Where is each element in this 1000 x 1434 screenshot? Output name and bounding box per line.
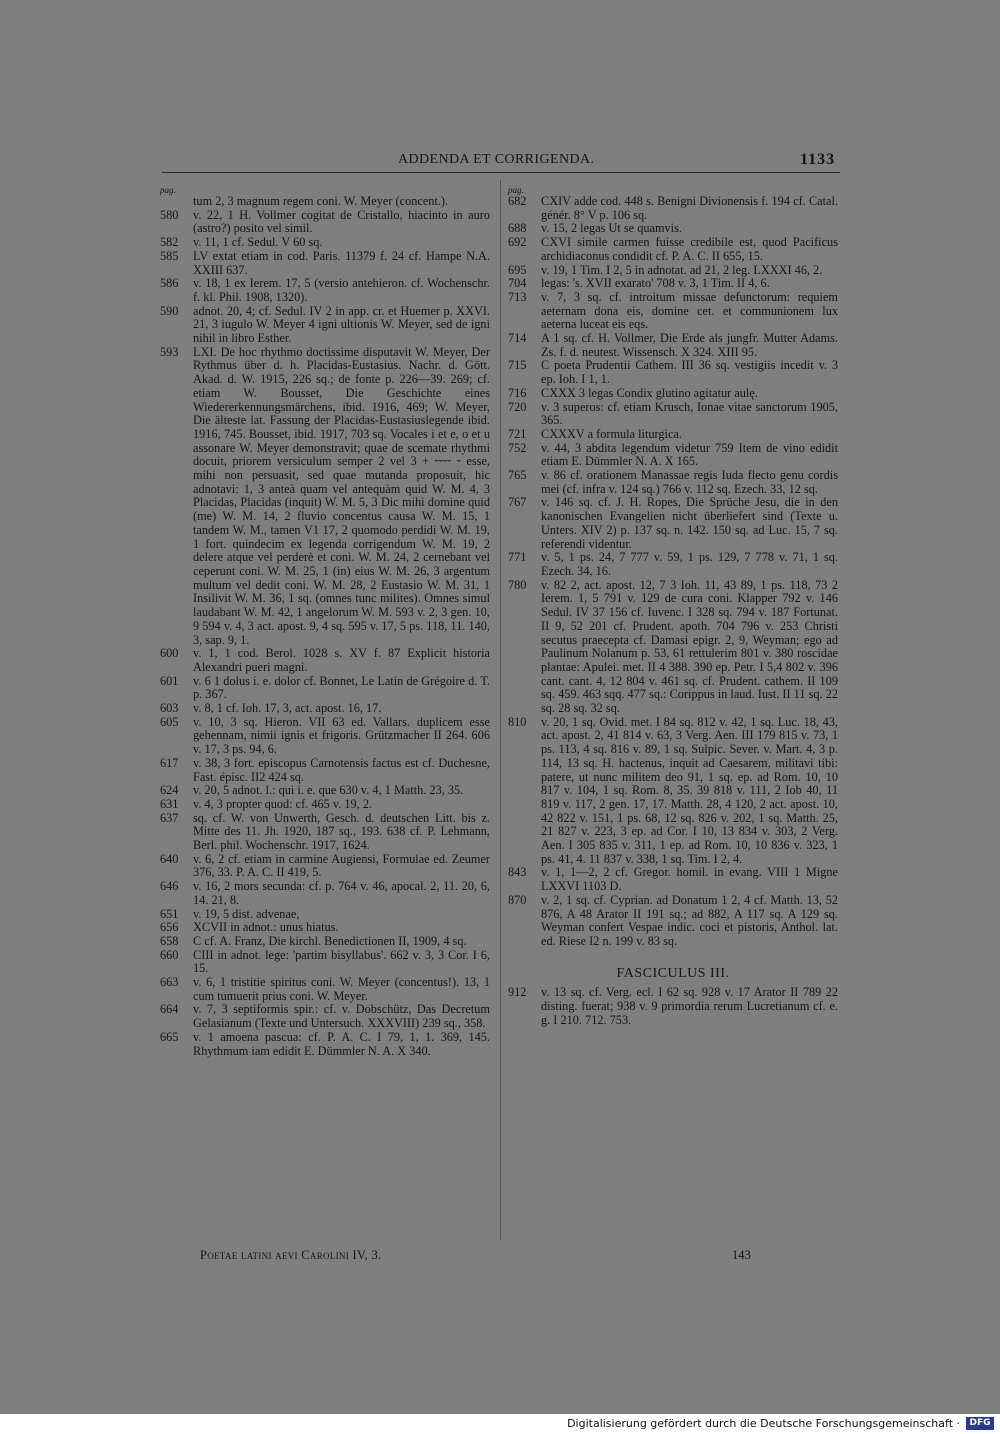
entry-row — [508, 428, 838, 442]
entry-row — [508, 222, 838, 236]
entry-text: v. 6, 2 cf. etiam in carmine Augiensi, Formulae ed. Zeumer 376, 33. P. A. C. II 419, 5. — [193, 851, 490, 880]
entry-row — [508, 401, 838, 428]
entry-text: v. 20, 1 sq. Ovid. met. I 84 sq. 812 v. 42, 1 sq. Luc. 18, 43, act. apost. 2, 41 814 v. 63, 3 Verg. Aen. III 179 815 v. 73, 1 ps. 113, 4 sq. 816 v. 89, 1 sq. Sulpic. Sever. v. Mart. 4, 3 p. 114, 13 sq. H. hactenus, inquit ad Caesarem, militavi tibi: patere, ut nunc militem deo 91, 1 sq. ep. ad Rom. 10, 10 817 v. 104, 1 sq. Rom. 8, 35. 39 818 v. 111, 2 Iob 40, 11 819 v. 117, 2 gen. 17, 17. Matth. 28, 4 120, 2 act. apost. 10, 42 822 v. 151, 1 ps. 68, 12 sq. 826 v. 202, 1 sq. Matth. 25, 21 827 v. 223, 3 ep. ad Cor. I 10, 13 834 v. 303, 2 Verg. Aen. I 305 835 v. 311, 1 ep. ad Rom. 10, 10 836 v. 323, 1 ps. 41, 4. 11 837 v. 338, 1 sq. Tim. I 2, 4. — [541, 714, 838, 866]
entry-text: sq. cf. W. von Unwerth, Gesch. d. deutschen Litt. bis z. Mitte des 11. Jh. 1920, 187 sq., 193. 638 cf. P. Lehmann, Berl. phil. Wochenschr. 1917, 1624. — [193, 810, 490, 853]
entry-text: v. 5, 1 ps. 24, 7 777 v. 59, 1 ps. 129, 7 778 v. 71, 1 sq. Ezech. 34, 16. — [541, 550, 838, 578]
entry-row — [160, 716, 490, 757]
entry-row — [508, 264, 838, 278]
entry-page-ref: 721 — [508, 426, 527, 441]
entry-row — [508, 496, 838, 551]
entry-text: LV extat etiam in cod. Paris. 11379 f. 24 cf. Hampe N.A. XXIII 637. — [193, 248, 490, 277]
entry-text: v. 22, 1 H. Vollmer cogitat de Cristallo, hiacinto in auro (astro?) posito vel simil. — [193, 207, 490, 236]
entry-row — [160, 250, 490, 277]
header-rule — [162, 172, 840, 173]
entry-page-ref: 682 — [508, 194, 527, 208]
entry-text: v. 2, 1 sq. cf. Cyprian. ad Donatum 1 2, 4 cf. Matth. 13, 52 876, A 48 Arator II 191 sq.; ad 882, A 117 sq. A 129 sq. Weyman confert Vespae indic. coci et pistoris, Anthol. lat. ed. Riese I2 n. 199 v. 83 sq. — [541, 892, 838, 948]
entry-page-ref: 720 — [508, 399, 527, 414]
entry-row — [160, 647, 490, 674]
entry-page-ref: 601 — [160, 673, 179, 688]
entry-page-ref: 714 — [508, 331, 527, 346]
entry-text: v. 1, 1 cod. Berol. 1028 s. XV f. 87 Explicit historia Alexandri pueri magni. — [193, 646, 490, 674]
entry-page-ref: 651 — [160, 906, 179, 921]
entry-row — [508, 359, 838, 386]
entry-row — [508, 195, 838, 222]
entry-page-ref: 631 — [160, 796, 179, 811]
entry-page-ref: 656 — [160, 920, 179, 935]
entry-page-ref: 586 — [160, 276, 179, 291]
entry-page-ref: 600 — [160, 646, 179, 661]
entry-text: v. 146 sq. cf. J. H. Ropes, Die Sprüche Jesu, die in den kanonischen Evangelien nicht überliefert sind (Texte u. Unters. XIV 2) p. 137 sq. n. 142. 150 sq. ad Luc. 15, 7 sq. referendi videntur. — [541, 495, 838, 551]
entry-page-ref: 603 — [160, 701, 179, 716]
right-entries — [508, 195, 838, 949]
entry-page-ref: 704 — [508, 276, 527, 291]
entry-text: v. 7, 3 sq. cf. introitum missae defunctorum: requiem aeternam dona eis, domine cet. et communionem lux aeterna luceat eis eqs. — [541, 289, 838, 332]
entry-text: v. 44, 3 abdita legendum videtur 759 Item de vino edidit etiam E. Dümmler N. A. X 165. — [541, 440, 838, 469]
entry-page-ref: 780 — [508, 577, 527, 592]
section-title: FASCICULUS III. — [616, 965, 730, 981]
entry-page-ref: 688 — [508, 221, 527, 236]
entry-page-ref: 617 — [160, 755, 179, 770]
entry-page-ref: 767 — [508, 495, 527, 510]
left-column — [160, 184, 490, 1058]
entry-page-ref: 912 — [508, 985, 527, 1000]
left-entries — [160, 195, 490, 1058]
entry-page-ref — [160, 195, 193, 209]
entry-row — [160, 195, 490, 209]
section-entries — [508, 986, 838, 1027]
entry-row — [508, 442, 838, 469]
entry-text: v. 1, 1—2, 2 cf. Gregor. homil. in evang. VIII 1 Migne LXXVI 1103 D. — [541, 865, 838, 894]
entry-page-ref: 665 — [160, 1029, 179, 1044]
entry-row — [508, 716, 838, 867]
entry-text: v. 86 cf. orationem Manassae regis Iuda flecto genu cordis mei (cf. infra v. 124 sq.) 766 v. 112 sq. Ezech. 33, 12 sq. — [541, 468, 838, 496]
dfg-credit-text: Digitalisierung gefördert durch die Deutsche Forschungsgemeinschaft · — [567, 1417, 960, 1430]
entry-page-ref: 646 — [160, 879, 179, 894]
entry-row — [508, 579, 838, 716]
entry-page-ref: 713 — [508, 289, 527, 304]
entry-row — [160, 921, 490, 935]
entry-page-ref: 624 — [160, 783, 179, 798]
entry-row — [508, 894, 838, 949]
entry-row — [160, 1031, 490, 1058]
right-column — [508, 184, 838, 1027]
column-divider — [500, 180, 501, 1240]
entry-page-ref: 664 — [160, 1002, 179, 1017]
entry-page-ref: 695 — [508, 262, 527, 277]
entry-text: C poeta Prudentii Cathem. III 36 sq. vestigiis incedit v. 3 ep. Ioh. I 1, 1. — [541, 358, 838, 387]
entry-row — [160, 236, 490, 250]
entry-row — [160, 1003, 490, 1030]
entry-text: tum 2, 3 magnum regem coni. W. Meyer (concent.). — [193, 194, 449, 208]
entry-row — [160, 908, 490, 922]
entry-page-ref: 593 — [160, 344, 179, 359]
entry-page-ref: 582 — [160, 235, 179, 250]
entry-text: v. 82 2, act. apost. 12, 7 3 Ioh. 11, 43 89, 1 ps. 118, 73 2 Ierem. 1, 5 791 v. 129 de cura coni. Klapper 792 v. 146 Sedul. IV 37 156 cf. Iuvenc. I 328 sq. 794 v. 187 Fortunat. II 9, 52 201 cf. Prudent. apoth. 704 796 v. 253 Christi secutus praecepta cf. Damasi epigr. 2, 9, Weyman; ego ad Paulinum Nolanum p. 53, 61 rettulerim 801 v. 380 roscidae plantae: Apulei. met. II 4 388. 390 ep. Petr. I 5,4 802 v. 396 cant. cant. 4, 12 804 v. 461 sq. cf. Prudent. cathem. II 109 sq. 459. 463 sqq. 477 sq.: Corippus in laud. Iust. II 11 sq. 22 sq. 28 sq. 32 sq. — [541, 577, 838, 716]
entry-row — [160, 757, 490, 784]
entry-text: v. 13 sq. cf. Verg. ecl. I 62 sq. 928 v. 17 Arator II 789 22 disting. fuerat; 938 v. 9 primordia rerum Lucretianum cf. e. g. I 210. 712. 753. — [541, 985, 838, 1027]
entry-row — [160, 702, 490, 716]
page-number: 1133 — [800, 151, 836, 168]
entry-text: v. 10, 3 sq. Hieron. VII 63 ed. Vallars. duplicem esse gehennam, nimii ignis et frigoris. Grützmacher II 264. 606 v. 17, 3 ps. 94, 6. — [193, 714, 490, 757]
entry-page-ref: 658 — [160, 933, 179, 948]
entry-row — [160, 935, 490, 949]
entry-page-ref: 716 — [508, 385, 527, 400]
entry-text: CIII in adnot. lege: 'partim bisyllabus'. 662 v. 3, 3 Cor. I 6, 15. — [193, 947, 490, 976]
entry-text: v. 7, 3 septiformis spir.: cf. v. Dobschütz, Das Decretum Gelasianum (Texte und Untersuch. XXXVIII) 239 sq., 358. — [193, 1002, 490, 1031]
entry-text: CXVI simile carmen fuisse credibile est, quod Pacificus archidiaconus condidit cf. P. A. C. II 655, 15. — [541, 235, 838, 263]
entry-page-ref: 843 — [508, 865, 527, 880]
entry-text: v. 18, 1 ex Ierem. 17, 5 (versio antehieron. cf. Wochenschr. f. kl. Phil. 1908, 1320). — [193, 276, 490, 304]
entry-row — [508, 277, 838, 291]
entry-row — [508, 469, 838, 496]
entry-page-ref: 810 — [508, 714, 527, 729]
entry-text: v. 11, 1 cf. Sedul. V 60 sq. — [193, 235, 323, 250]
entry-text: v. 38, 3 fort. episcopus Carnotensis factus est cf. Duchesne, Fast. épisc. II2 424 sq. — [193, 755, 490, 784]
entry-text: LXI. De hoc rhythmo doctissime disputavit W. Meyer, Der Rythmus über d. h. Placidas-Eustasius. Nachr. d. Gött. Akad. d. W. 1915, 226 sq.; de fonte p. 226—39. 269; cf. etiam W. Bousset, Die Geschichte eines Wiedererkennungsmärchens, ibid. 1916, 469; W. Meyer, Die älteste lat. Fassung der Placidas-Eustasiuslegende ibid. 1916, 745. Bousset, ibid. 1917, 703 sq. Vocales i et e, o et u assonare W. Meyer demonstravit; quae de scemate rhythmi docuit, priorem versiculum semper 2 vel 3 + ⏑⏑⏑⏑ ⏑ esse, mihi non persuasit, sed quae mutanda proposuit, hic adnotavi: 1, 3 anteà quam vel antequàm quid W. M. 4, 3 Placidas, Placidas (inquit) W. M. 5, 3 Dic mihi domine quid (me) W. M. 14, 2 fluvio concentus causa W. M. 15, 1 tandem W. M., tamen V1 17, 2 quomodo perdidi W. M. 19, 1 fort. quindecim ex legenda corrigendum W. M. 19, 2 delere atque vel perderè et coni. W. M. 24, 2 cernebant vel ceperunt coni. W. M. 25, 1 (in) eius W. M. 26, 3 argentum multum vel dedit coni. W. M. 28, 2 Eustasio W. M. 31, 1 Insilivit W. M. 36, 1 sq. (omnes tunc milites). Omnes simul laudabant W. M. 42, 1 angelorum W. M. 593 v. 2, 3 gen. 10, 9 594 v. 4, 3 act. apost. 9, 4 sq. 595 v. 17, 5 ps. 118, 11. 140, 3, sap. 9, 1. — [193, 344, 490, 647]
entry-row — [160, 209, 490, 236]
entry-row — [160, 675, 490, 702]
entry-page-ref: 640 — [160, 851, 179, 866]
entry-row — [160, 812, 490, 853]
entry-row — [160, 277, 490, 304]
entry-page-ref: 692 — [508, 235, 527, 250]
entry-row — [508, 332, 838, 359]
entry-row — [160, 798, 490, 812]
entry-page-ref: 580 — [160, 207, 179, 222]
entry-row — [508, 387, 838, 401]
entry-text: v. 1 amoena pascua: cf. P. A. C. I 79, 1, 1. 369, 145. Rhythmum iam edidit E. Dümmler N. A. X 340. — [193, 1029, 490, 1058]
entry-text: adnot. 20, 4; cf. Sedul. IV 2 in app. cr. et Huemer p. XXVI. 21, 3 iugulo W. Meyer 4 igni ultionis W. Meyer, sed de igni nihil in libro Esther. — [193, 303, 490, 346]
entry-row — [508, 866, 838, 893]
entry-text: C cf. A. Franz, Die kirchl. Benedictionen II, 1909, 4 sq. — [193, 933, 467, 948]
entry-page-ref: 590 — [160, 303, 179, 318]
entry-row — [508, 236, 838, 263]
entry-row — [160, 346, 490, 647]
entry-text: v. 6 1 dolus i. e. dolor cf. Bonnet, Le Latin de Grégoire d. T. p. 367. — [193, 673, 490, 702]
pag-label: pag. — [508, 185, 524, 195]
running-title: ADDENDA ET CORRIGENDA. — [398, 152, 595, 167]
entry-text: CXIV adde cod. 448 s. Benigni Divionensis f. 194 cf. Catal. génér. 8° V p. 106 sq. — [541, 194, 838, 222]
entry-page-ref: 870 — [508, 892, 527, 907]
footer-series-title: Poetae latini aevi Carolini IV, 3. — [200, 1248, 382, 1262]
entry-text: A 1 sq. cf. H. Vollmer, Die Erde als jungfr. Mutter Adams. Zs. f. d. neutest. Wissensch. X 324. XIII 95. — [541, 331, 838, 359]
entry-page-ref: 605 — [160, 714, 179, 729]
entry-text: v. 19, 5 dist. advenae, — [193, 906, 300, 921]
entry-text: v. 16, 2 mors secunda: cf. p. 764 v. 46, apocal. 2, 11. 20, 6, 14. 21, 8. — [193, 879, 490, 907]
entry-page-ref: 637 — [160, 810, 179, 825]
entry-row — [160, 853, 490, 880]
footer-signature: 143 — [732, 1248, 751, 1262]
entry-row — [160, 949, 490, 976]
entry-text: v. 8, 1 cf. Ioh. 17, 3, act. apost. 16, 17. — [193, 701, 382, 716]
dfg-logo-icon: DFG — [966, 1417, 994, 1430]
entry-text: v. 20, 5 adnot. l.: qui i. e. que 630 v. 4, 1 Matth. 23, 35. — [193, 783, 464, 798]
entry-text: v. 4, 3 propter quod: cf. 465 v. 19, 2. — [193, 796, 373, 811]
entry-row — [160, 976, 490, 1003]
entry-text: XCVII in adnot.: unus hiatus. — [193, 920, 339, 935]
pag-label: pag. — [160, 185, 176, 195]
entry-text: CXXXV a formula liturgica. — [541, 426, 682, 441]
entry-page-ref: 771 — [508, 550, 527, 565]
entry-page-ref: 752 — [508, 440, 527, 455]
entry-row — [160, 305, 490, 346]
entry-row — [508, 291, 838, 332]
entry-row — [160, 880, 490, 907]
entry-text: v. 6, 1 tristitie spiritus coni. W. Meyer (concentus!). 13, 1 cum tumuerit prius coni. W. Meyer. — [193, 975, 490, 1003]
entry-text: v. 19, 1 Tim. I 2, 5 in adnotat. ad 21, 2 leg. LXXXI 46, 2. — [541, 262, 823, 277]
entry-text: v. 15, 2 legas Ut se quamvis. — [541, 221, 682, 236]
entry-text: CXXX 3 legas Condix glutino agitatur aulę. — [541, 385, 758, 400]
entry-page-ref: 663 — [160, 975, 179, 990]
entry-page-ref: 765 — [508, 468, 527, 483]
entry-page-ref: 715 — [508, 358, 527, 373]
entry-page-ref: 660 — [160, 947, 179, 962]
entry-row — [508, 551, 838, 578]
entry-row — [508, 986, 838, 1027]
entry-text: v. 3 superos: cf. etiam Krusch, Ionae vitae sanctorum 1905, 365. — [541, 399, 838, 428]
entry-page-ref: 585 — [160, 248, 179, 263]
entry-text: legas: 's. XVII exarato' 708 v. 3, 1 Tim. II 4, 6. — [541, 276, 770, 291]
entry-row — [160, 784, 490, 798]
dfg-banner — [0, 1414, 1000, 1434]
